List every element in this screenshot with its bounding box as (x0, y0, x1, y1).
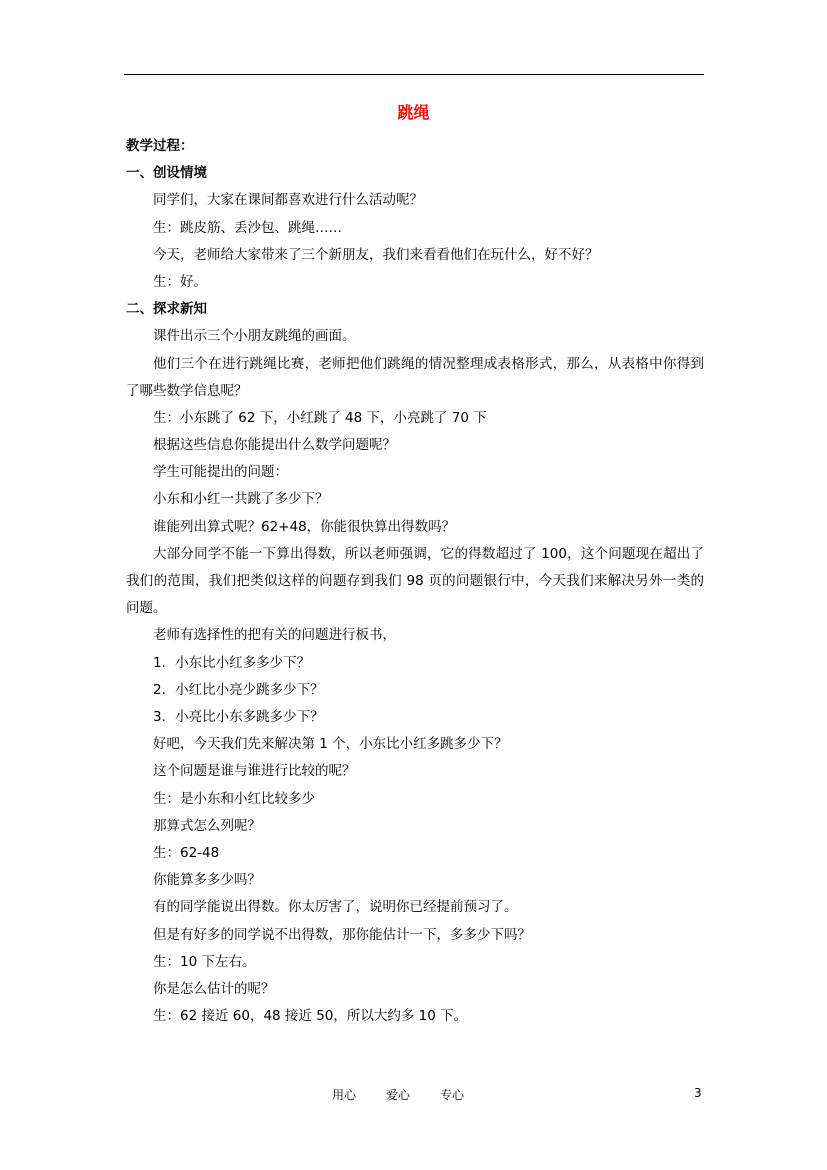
section-heading-2: 二、探求新知 (126, 301, 207, 318)
paragraph-line: 但是有好多的同学说不出得数，那你能估计一下，多多少下吗？ (153, 926, 531, 943)
paragraph-line: 好吧，今天我们先来解决第 1 个，小东比小红多跳多少下？ (153, 736, 508, 753)
footer-motto (332, 1086, 494, 1103)
footer-motto-word: 用心 (332, 1088, 357, 1102)
paragraph-line: 老师有选择性的把有关的问题进行板书， (153, 627, 396, 644)
paragraph: 大部分同学不能一下算出得数，所以老师强调，它的得数超过了 100，这个问题现在超出了我们的范围，我们把类似这样的问题存到我们 98 页的问题银行中，今天我们来解决另外一类的问题。 (126, 545, 704, 617)
paragraph-line: 生：好。 (153, 273, 207, 290)
paragraph-line: 同学们，大家在课间都喜欢进行什么活动呢？ (153, 192, 423, 209)
footer-motto-word: 专心 (440, 1088, 465, 1102)
paragraph-line: 小东和小红一共跳了多少下？ (153, 491, 329, 508)
paragraph-line: 你能算多多少吗？ (153, 872, 261, 889)
paragraph-line: 有的同学能说出得数。你太厉害了，说明你已经提前预习了。 (153, 899, 518, 916)
document-body (126, 133, 704, 1030)
paragraph-line: 课件出示三个小朋友跳绳的画面。 (153, 328, 356, 345)
paragraph-line: 今天，老师给大家带来了三个新朋友，我们来看看他们在玩什么，好不好？ (153, 246, 599, 263)
paragraph-line: 生：跳皮筋、丢沙包、跳绳…… (153, 219, 342, 236)
question-item: 3．小亮比小东多跳多少下？ (153, 709, 324, 726)
paragraph-line: 学生可能提出的问题： (153, 464, 288, 481)
process-label: 教学过程： (126, 138, 194, 154)
footer-motto-word: 爱心 (386, 1088, 411, 1102)
header-rule (124, 74, 704, 75)
page-number: 3 (694, 1086, 702, 1100)
document-title: 跳绳 (397, 103, 430, 122)
paragraph-line: 生：小东跳了 62 下，小红跳了 48 下，小亮跳了 70 下 (153, 409, 487, 426)
paragraph-line: 这个问题是谁与谁进行比较的呢？ (153, 763, 356, 780)
question-item: 1．小东比小红多多少下？ (153, 654, 311, 671)
paragraph-line: 生：62-48 (153, 844, 220, 861)
paragraph-line: 那算式怎么列呢？ (153, 817, 261, 834)
paragraph-line: 生：62 接近 60，48 接近 50，所以大约多 10 下。 (153, 1008, 468, 1025)
page-footer (0, 1086, 827, 1104)
paragraph-line: 生：10 下左右。 (153, 953, 256, 970)
question-item: 2．小红比小亮少跳多少下？ (153, 681, 324, 698)
section-heading-1: 一、创设情境 (126, 165, 207, 182)
paragraph-line: 生：是小东和小红比较多少 (153, 790, 315, 807)
paragraph-line: 谁能列出算式呢？62+48，你能很快算出得数吗？ (153, 518, 456, 535)
paragraph-line: 根据这些信息你能提出什么数学问题呢？ (153, 437, 396, 454)
paragraph-line: 你是怎么估计的呢？ (153, 980, 275, 997)
paragraph: 他们三个在进行跳绳比赛，老师把他们跳绳的情况整理成表格形式，那么，从表格中你得到了哪些数学信息呢？ (126, 355, 704, 399)
